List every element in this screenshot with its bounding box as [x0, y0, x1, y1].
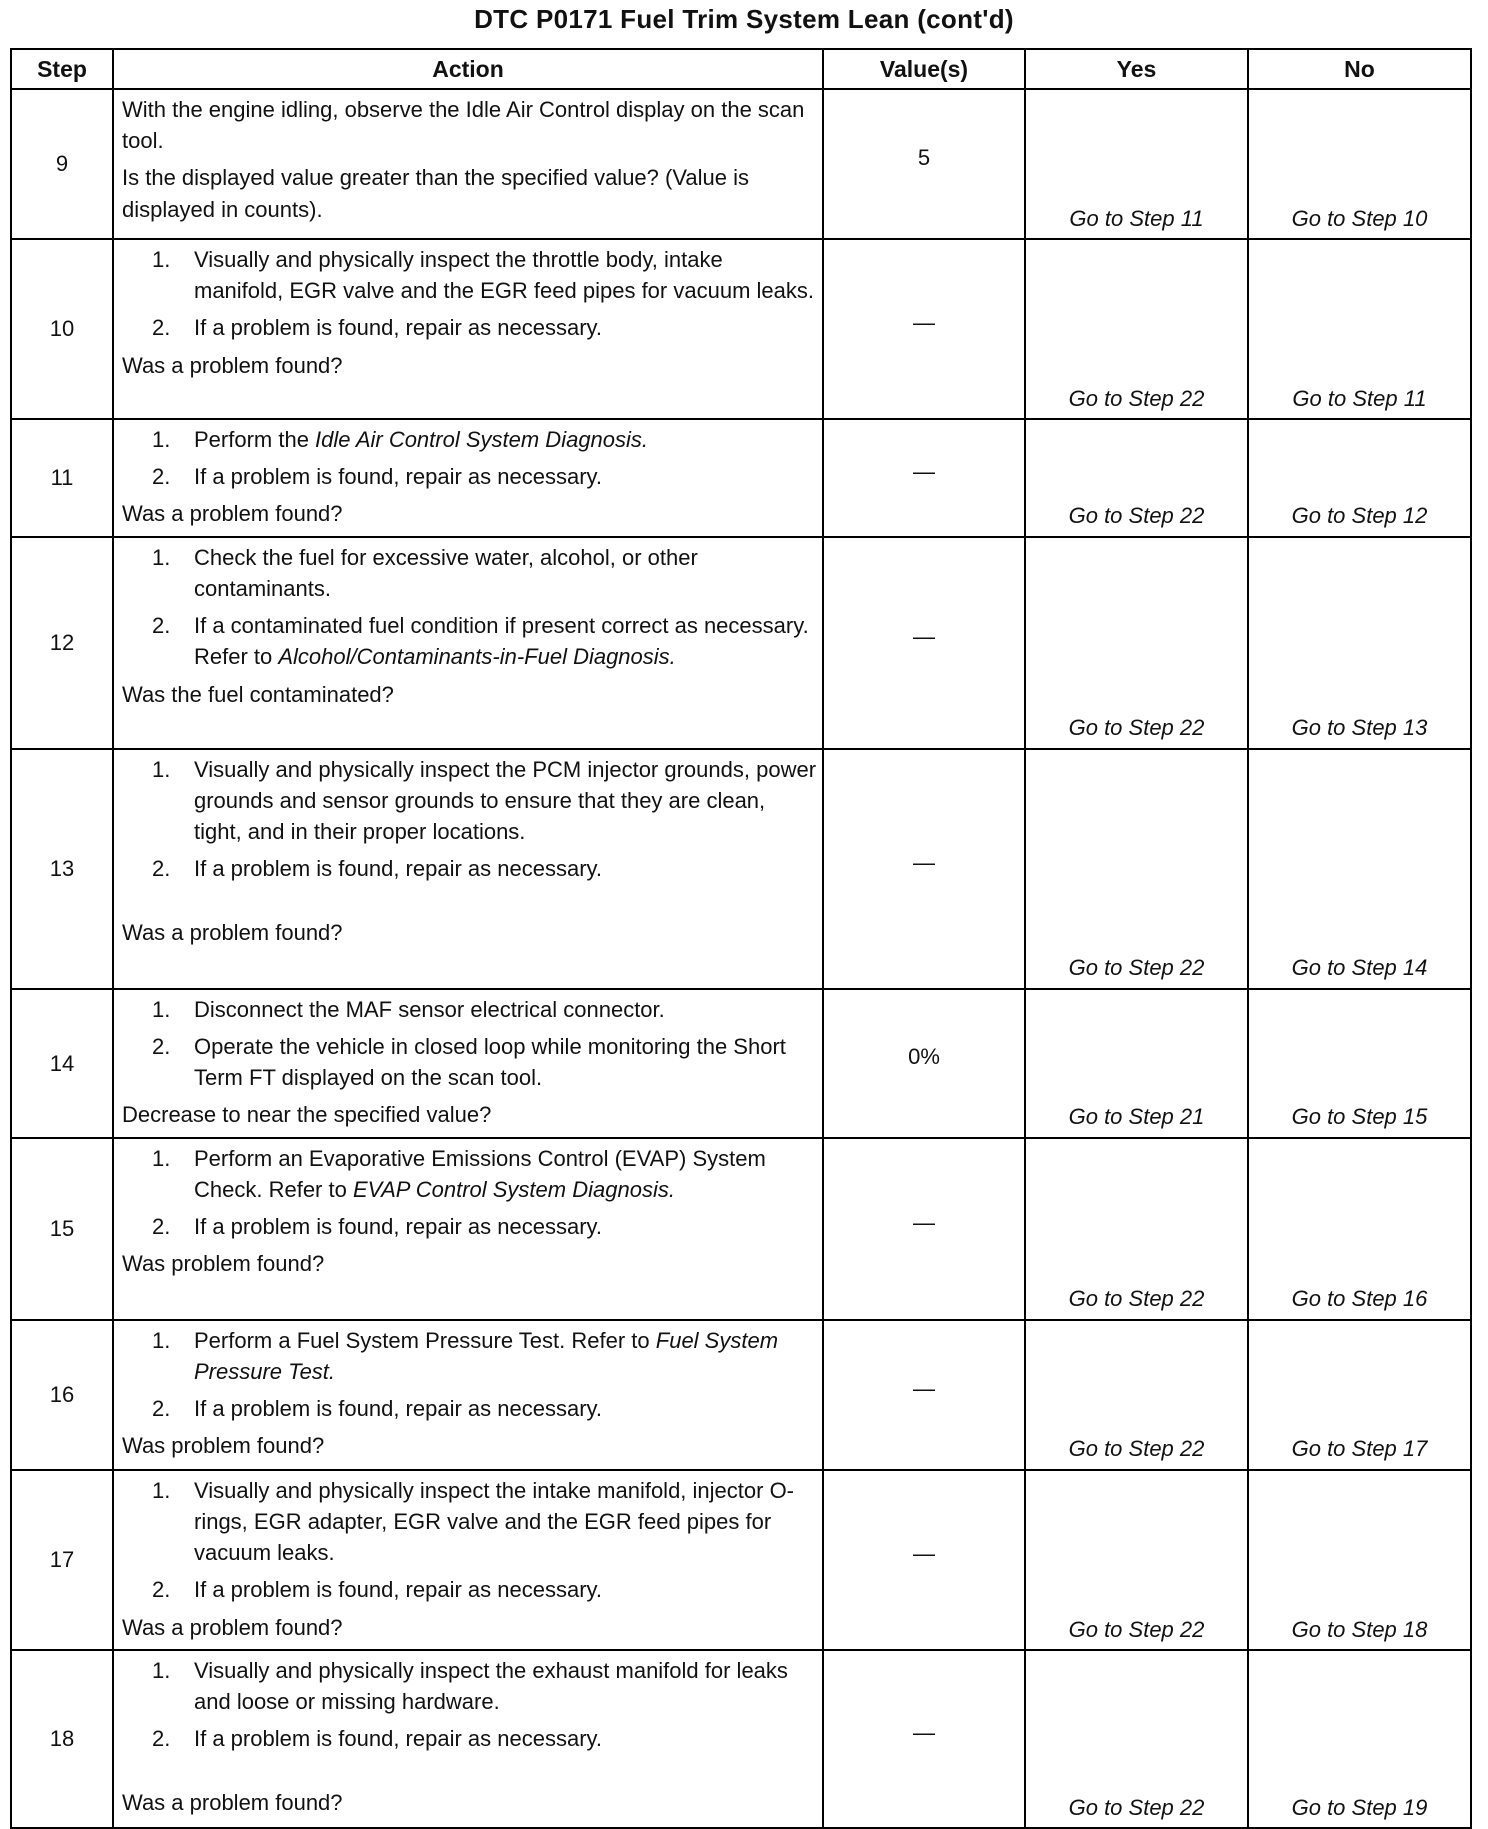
yes-link[interactable]: Go to Step 22	[1025, 749, 1248, 989]
table-row	[11, 1650, 1471, 1828]
step-number: 14	[11, 989, 113, 1138]
table-row	[11, 89, 1471, 239]
action-item: If a problem is found, repair as necessary.	[194, 1214, 603, 1240]
action-question: Was a problem found?	[122, 919, 343, 945]
table-row	[11, 749, 1471, 989]
action-item: Visually and physically inspect the throttle body, intake manifold, EGR valve and the EGR feed pipes for vacuum leaks.	[194, 247, 814, 304]
step-number: 13	[11, 749, 113, 989]
step-number: 9	[11, 89, 113, 239]
no-link[interactable]: Go to Step 16	[1248, 1138, 1471, 1320]
step-number: 17	[11, 1470, 113, 1650]
header-no: No	[1248, 49, 1471, 89]
action-cell: 1. Visually and physically inspect the intake manifold, injector O-rings, EGR adapter, EGR valve and the EGR feed pipes for vacuum leaks. 2. If a problem is found, repair as necessary. Was a problem found?	[113, 1470, 823, 1650]
no-link[interactable]: Go to Step 14	[1248, 749, 1471, 989]
table-row	[11, 537, 1471, 749]
action-question: Was the fuel contaminated?	[122, 681, 394, 707]
action-item: Perform an Evaporative Emissions Control (EVAP) System Check. Refer to EVAP Control System Diagnosis.	[194, 1145, 766, 1202]
yes-link[interactable]: Go to Step 22	[1025, 1470, 1248, 1650]
yes-link[interactable]: Go to Step 22	[1025, 1650, 1248, 1828]
action-question: Was problem found?	[122, 1433, 325, 1459]
table-row	[11, 239, 1471, 419]
action-question: Was a problem found?	[122, 501, 343, 527]
action-question: Decrease to near the specified value?	[122, 1102, 492, 1128]
action-cell: 1. Perform the Idle Air Control System Diagnosis. 2. If a problem is found, repair as necessary. Was a problem found?	[113, 419, 823, 537]
step-number: 10	[11, 239, 113, 419]
step-number: 15	[11, 1138, 113, 1320]
step-number: 18	[11, 1650, 113, 1828]
action-item: If a contaminated fuel condition if present correct as necessary. Refer to Alcohol/Contaminants-in-Fuel Diagnosis.	[194, 613, 809, 670]
no-link[interactable]: Go to Step 13	[1248, 537, 1471, 749]
header-action: Action	[113, 49, 823, 89]
action-item: Visually and physically inspect the exhaust manifold for leaks and loose or missing hardware.	[194, 1657, 788, 1715]
action-item: If a problem is found, repair as necessary.	[194, 1396, 603, 1422]
action-item: Check the fuel for excessive water, alcohol, or other contaminants.	[194, 544, 698, 601]
action-item: If a problem is found, repair as necessary.	[194, 1726, 603, 1752]
value-cell: —	[823, 1470, 1025, 1650]
action-cell: 1. Visually and physically inspect the PCM injector grounds, power grounds and sensor grounds to ensure that they are clean, tight, and in their proper locations. 2. If a problem is found, repair as necessary. Was a problem found?	[113, 749, 823, 989]
value-cell: —	[823, 1320, 1025, 1470]
step-number: 16	[11, 1320, 113, 1470]
action-question: Is the displayed value greater than the specified value? (Value is displayed in counts).	[122, 165, 749, 222]
action-cell	[113, 89, 823, 239]
page-title: DTC P0171 Fuel Trim System Lean (cont'd)	[474, 4, 1014, 34]
no-link[interactable]: Go to Step 11	[1248, 239, 1471, 419]
reference-link[interactable]: Idle Air Control System Diagnosis.	[315, 427, 649, 452]
yes-link[interactable]: Go to Step 22	[1025, 1138, 1248, 1320]
action-cell: 1. Check the fuel for excessive water, alcohol, or other contaminants. 2. If a contaminated fuel condition if present correct as necessary. Refer to Alcohol/Contaminants-in-Fuel Diagnosis. Was the fuel contaminated?	[113, 537, 823, 749]
step-number: 11	[11, 419, 113, 537]
yes-link[interactable]: Go to Step 22	[1025, 537, 1248, 749]
table-row	[11, 419, 1471, 537]
no-link[interactable]: Go to Step 12	[1248, 419, 1471, 537]
table-row	[11, 1138, 1471, 1320]
action-item: Visually and physically inspect the PCM injector grounds, power grounds and sensor grounds to ensure that they are clean, tight, and in their proper locations.	[194, 756, 817, 845]
yes-link[interactable]: Go to Step 21	[1025, 989, 1248, 1138]
no-link[interactable]: Go to Step 10	[1248, 89, 1471, 239]
action-cell: 1. Disconnect the MAF sensor electrical connector. 2. Operate the vehicle in closed loop while monitoring the Short Term FT displayed on the scan tool. Decrease to near the specified value?	[113, 989, 823, 1138]
table-row	[11, 1470, 1471, 1650]
value-cell: —	[823, 419, 1025, 537]
value-cell: —	[823, 749, 1025, 989]
value-cell: —	[823, 239, 1025, 419]
header-values: Value(s)	[823, 49, 1025, 89]
step-number: 12	[11, 537, 113, 749]
yes-link[interactable]: Go to Step 22	[1025, 239, 1248, 419]
action-item: If a problem is found, repair as necessary.	[194, 464, 603, 490]
action-question: Was a problem found?	[122, 352, 343, 378]
header-yes: Yes	[1025, 49, 1248, 89]
no-link[interactable]: Go to Step 19	[1248, 1650, 1471, 1828]
reference-link[interactable]: Alcohol/Contaminants-in-Fuel Diagnosis.	[278, 644, 676, 670]
diagnostic-table	[10, 48, 1472, 1829]
action-question: Was a problem found?	[122, 1614, 343, 1640]
reference-link[interactable]: EVAP Control System Diagnosis.	[352, 1176, 675, 1202]
action-item: Operate the vehicle in closed loop while monitoring the Short Term FT displayed on the scan tool.	[194, 1033, 786, 1091]
action-cell: 1. Perform an Evaporative Emissions Control (EVAP) System Check. Refer to EVAP Control System Diagnosis. 2. If a problem is found, repair as necessary. Was problem found?	[113, 1138, 823, 1320]
table-row	[11, 1320, 1471, 1470]
action-text: With the engine idling, observe the Idle Air Control display on the scan tool.	[122, 97, 805, 154]
action-cell: 1. Perform a Fuel System Pressure Test. Refer to Fuel System Pressure Test. 2. If a problem is found, repair as necessary. Was problem found?	[113, 1320, 823, 1470]
action-item: If a problem is found, repair as necessary.	[194, 856, 603, 882]
yes-link[interactable]: Go to Step 22	[1025, 419, 1248, 537]
value-cell: —	[823, 537, 1025, 749]
no-link[interactable]: Go to Step 15	[1248, 989, 1471, 1138]
no-link[interactable]: Go to Step 18	[1248, 1470, 1471, 1650]
action-item: Perform the Idle Air Control System Diagnosis.	[194, 427, 649, 452]
value-cell: —	[823, 1650, 1025, 1828]
no-link[interactable]: Go to Step 17	[1248, 1320, 1471, 1470]
header-step: Step	[11, 49, 113, 89]
value-cell: —	[823, 1138, 1025, 1320]
action-item: Disconnect the MAF sensor electrical connector.	[194, 996, 665, 1022]
action-cell: 1. Visually and physically inspect the exhaust manifold for leaks and loose or missing hardware. 2. If a problem is found, repair as necessary. Was a problem found?	[113, 1650, 823, 1828]
yes-link[interactable]: Go to Step 11	[1025, 89, 1248, 239]
action-item: If a problem is found, repair as necessary.	[194, 315, 603, 341]
value-cell: 0%	[823, 989, 1025, 1138]
yes-link[interactable]: Go to Step 22	[1025, 1320, 1248, 1470]
action-item: Visually and physically inspect the intake manifold, injector O-rings, EGR adapter, EGR valve and the EGR feed pipes for vacuum leaks.	[194, 1477, 795, 1566]
reference-link[interactable]: Fuel System Pressure Test.	[194, 1327, 779, 1384]
table-row	[11, 989, 1471, 1138]
action-item: Perform a Fuel System Pressure Test. Refer to Fuel System Pressure Test.	[194, 1327, 779, 1384]
action-question: Was problem found?	[122, 1251, 325, 1277]
action-item: If a problem is found, repair as necessary.	[194, 1577, 603, 1603]
table-header-row	[11, 49, 1471, 89]
action-cell: 1. Visually and physically inspect the throttle body, intake manifold, EGR valve and the EGR feed pipes for vacuum leaks. 2. If a problem is found, repair as necessary. Was a problem found?	[113, 239, 823, 419]
action-question: Was a problem found?	[122, 1789, 343, 1815]
value-cell: 5	[823, 89, 1025, 239]
